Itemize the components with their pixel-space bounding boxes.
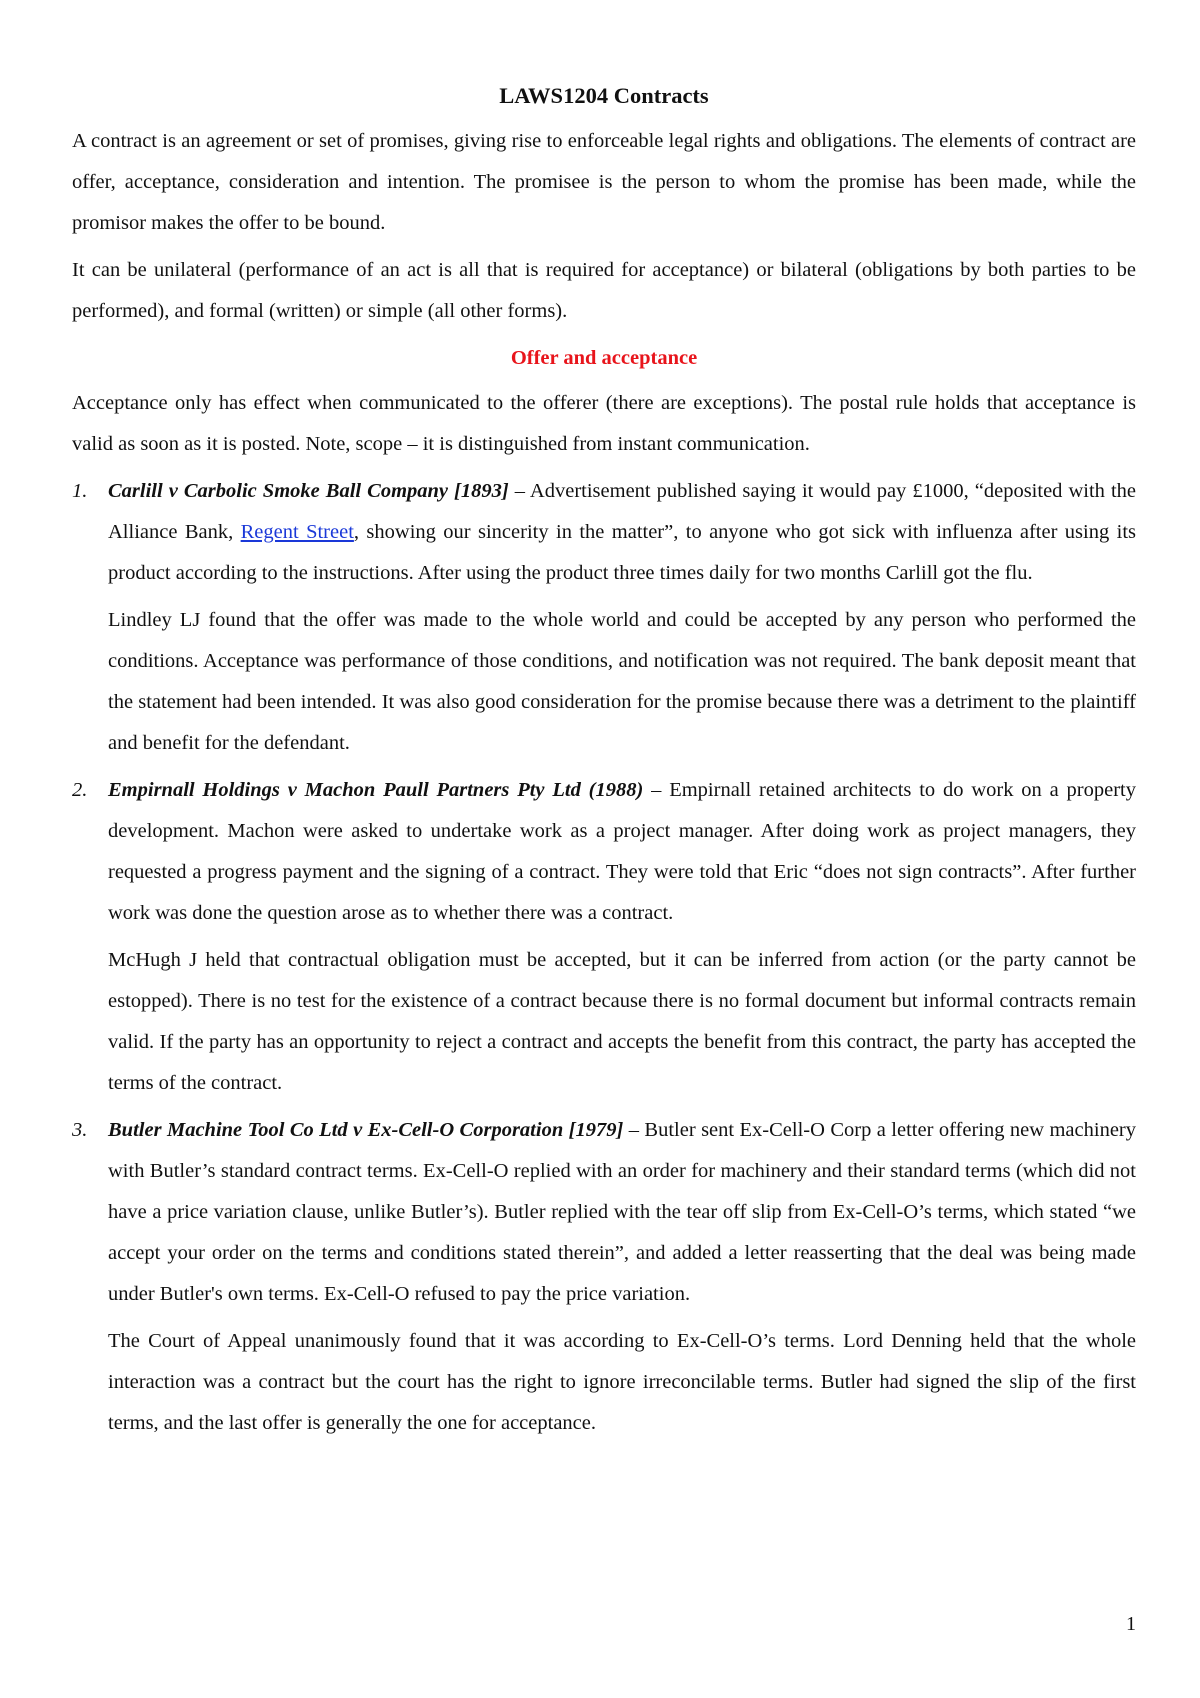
case-facts-text-continued: , showing our sincerity in the matter”, to anyone who got sick with influenza after using its product according to the instructions. After using the product three times daily for two months Carlill got the flu.: [108, 521, 1136, 584]
case-number: 1.: [72, 480, 88, 502]
case-item-empirnall: [72, 770, 1136, 1104]
case-facts-paragraph: [108, 1110, 1136, 1315]
case-facts-text: – Empirnall retained architects to do work on a property development. Machon were asked to undertake work as a project manager. After doing work as project managers, they requested a progress payment and the signing of a contract. They were told that Eric “does not sign contracts”. After further work was done the question arose as to whether there was a contract.: [108, 779, 1136, 924]
case-holding-paragraph: The Court of Appeal unanimously found that it was according to Ex-Cell-O’s terms. Lord Denning held that the whole interaction was a contract but the court has the right to ignore irreconcilable terms. Butler had signed the slip of the first terms, and the last offer is generally the one for acceptance.: [108, 1330, 1136, 1434]
section-heading-offer-acceptance: Offer and acceptance: [510, 347, 698, 369]
document-title: LAWS1204 Contracts: [499, 83, 709, 108]
case-name: Butler Machine Tool Co Ltd v Ex-Cell-O Corporation [1979]: [108, 1119, 624, 1141]
section-intro-paragraph: Acceptance only has effect when communicated to the offerer (there are exceptions). The postal rule holds that acceptance is valid as soon as it is posted. Note, scope – it is distinguished from instant communication.: [72, 392, 1136, 455]
intro-paragraph-2: It can be unilateral (performance of an act is all that is required for acceptance) or bilateral (obligations by both parties to be performed), and formal (written) or simple (all other forms).: [72, 259, 1136, 322]
page-number: 1: [1126, 1613, 1136, 1635]
case-item-carlill: [72, 471, 1136, 764]
case-holding-paragraph: McHugh J held that contractual obligation must be accepted, but it can be inferred from action (or the party cannot be estopped). There is no test for the existence of a contract because there is no formal document but informal contracts remain valid. If the party has an opportunity to reject a contract and accepts the benefit from this contract, the party has accepted the terms of the contract.: [108, 949, 1136, 1094]
case-facts-paragraph: [108, 770, 1136, 934]
case-holding-paragraph: Lindley LJ found that the offer was made to the whole world and could be accepted by any person who performed the conditions. Acceptance was performance of those conditions, and notification was not required. The bank deposit meant that the statement had been intended. It was also good consideration for the promise because there was a detriment to the plaintiff and benefit for the defendant.: [108, 609, 1136, 754]
case-facts-paragraph: [108, 471, 1136, 594]
regent-street-link[interactable]: Regent Street: [240, 521, 354, 543]
case-list: [72, 471, 1136, 1444]
case-facts-text: – Advertisement published saying it would pay £1000, “deposited with the Alliance Bank,: [108, 480, 1136, 543]
case-number: 2.: [72, 779, 88, 801]
case-number: 3.: [72, 1119, 88, 1141]
case-item-butler: [72, 1110, 1136, 1444]
intro-paragraph-1: A contract is an agreement or set of promises, giving rise to enforceable legal rights and obligations. The elements of contract are offer, acceptance, consideration and intention. The promisee is the person to whom the promise has been made, while the promisor makes the offer to be bound.: [72, 130, 1136, 234]
case-name: Carlill v Carbolic Smoke Ball Company [1893]: [108, 480, 509, 502]
case-facts-text: – Butler sent Ex-Cell-O Corp a letter offering new machinery with Butler’s standard contract terms. Ex-Cell-O replied with an order for machinery and their standard terms (which did not have a price variation clause, unlike Butler’s). Butler replied with the tear off slip from Ex-Cell-O’s terms, which stated “we accept your order on the terms and conditions stated therein”, and added a letter reasserting that the deal was being made under Butler's own terms. Ex-Cell-O refused to pay the price variation.: [108, 1119, 1136, 1305]
case-name: Empirnall Holdings v Machon Paull Partners Pty Ltd (1988): [108, 779, 644, 801]
